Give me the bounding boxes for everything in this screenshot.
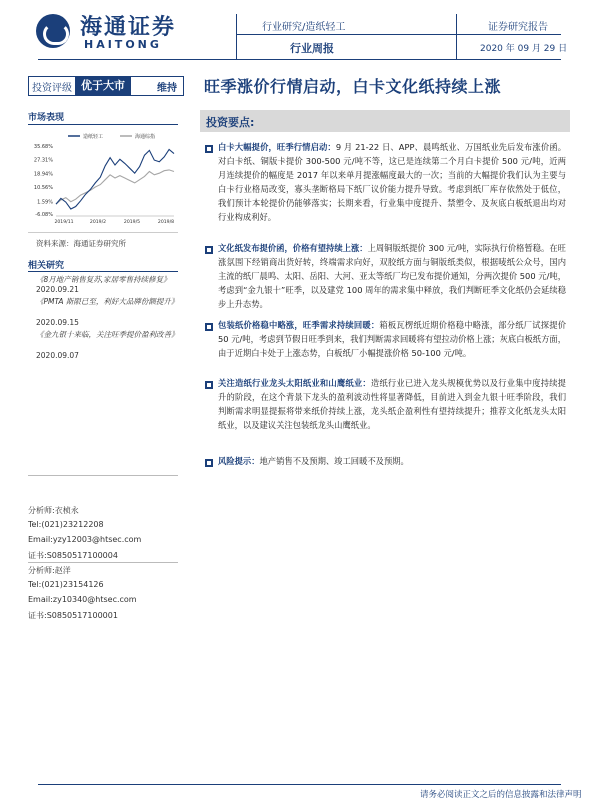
analyst-name: 分析师:衣桢永 (28, 506, 79, 515)
point-paragraph (218, 140, 566, 224)
y-tick-label: 18.94% (33, 171, 53, 178)
bullet-icon (205, 459, 213, 467)
footer-rule (38, 784, 561, 785)
point-lead: 关注造纸行业龙头太阳纸业和山鹰纸业： (218, 378, 371, 388)
page-title: 旺季涨价行情启动，白卡文化纸持续上涨 (204, 77, 502, 96)
y-tick-label: 35.68% (33, 144, 53, 150)
analyst-tel: Tel:(021)23212208 (28, 520, 104, 529)
legend-label: 造纸轻工 (83, 134, 104, 140)
y-tick-label: 27.31% (33, 157, 53, 164)
analyst-tel: Tel:(021)23154126 (28, 580, 104, 589)
point-paragraph (218, 454, 566, 468)
analyst-email[interactable]: Email:yzy12003@htsec.com (28, 535, 142, 544)
related-heading: 相关研究 (28, 261, 65, 271)
series-line (56, 170, 174, 204)
y-tick-label: 1.59% (37, 199, 53, 206)
chart-source: 资料来源：海通证券研究所 (36, 239, 126, 248)
point-text: 地产销售不及预期、竣工回暖不及预期。 (259, 456, 409, 466)
point-paragraph (218, 241, 566, 311)
rating-value: 优于大市 (75, 77, 131, 95)
related-item-date: 2020.09.15 (36, 318, 79, 327)
doc-type: 证券研究报告 (488, 22, 548, 33)
market-performance-chart (28, 130, 176, 230)
bullet-icon (205, 145, 213, 153)
point-text: 9 月 21-22 日、APP、晨鸣纸业、万国纸业先后发布涨价函。对白卡纸、铜版卡提价 300-500 元/吨不等，这已是连续第二个月白卡提价 500 元/吨，近两月连续提价的幅度是 2017 年以来单月提涨幅度最大的一次；当前的大幅提价我们认为主要与白卡行业格局改变，寡头垄断格局下纸厂议价能力提升导致。考虑到纸厂库存依然处于低位，我们预计本轮提价仍能够落实；长期来看，行业集中度提升、禁塑令、及灰底白板纸退出均对行业构成利好。 (218, 142, 566, 222)
header-divider (456, 14, 457, 60)
point-text: 箱板瓦楞纸近期价格稳中略涨，部分纸厂试探提价 50 元/吨，考虑到节假日旺季到来，我们判断需求回暖将有望拉动价格上涨；灰底白板纸方面，由于近期白卡处于上涨态势，白板纸厂小幅提涨价格 50-100 元/吨。 (218, 320, 566, 358)
footer-disclaimer: 请务必阅读正文之后的信息披露和法律声明 (420, 790, 582, 800)
rating-label: 投资评级 (32, 82, 72, 94)
analyst-rule (28, 562, 178, 563)
point-paragraph (218, 318, 566, 360)
bullet-icon (205, 381, 213, 389)
y-tick-label: 10.56% (33, 184, 53, 191)
logo-english: HAITONG (84, 38, 162, 51)
x-tick-label: 2019/2 (89, 220, 107, 225)
related-item-date: 2020.09.21 (36, 285, 79, 294)
section-rule (28, 271, 178, 272)
point-lead: 包装纸价格稳中略涨，旺季需求持续回暖： (218, 320, 380, 330)
related-item-title[interactable]: 《8月地产销售复苏,家居零售持续修复》 (36, 275, 171, 284)
x-tick-label: 2019/8 (157, 220, 175, 225)
related-item-title[interactable]: 《金九银十来临，关注旺季提价盈利改善》 (36, 330, 179, 339)
point-text: 造纸行业已进入龙头规模优势以及行业集中度持续提升的阶段，在这个背景下龙头的盈利波动性将显著降低，目前进入到金九银十旺季阶段，我们判断需求明显提振将带来纸价持续上涨，龙头纸企盈利性有望持续提升；推荐文化纸龙头太阳纸业，以及建议关注包装纸龙头山鹰纸业。 (218, 378, 566, 430)
point-text: 上周铜版纸提价 300 元/吨，实际执行价格暂稳。在旺涨氛围下经销商出货好转，终端需求向好，双胶纸方面与铜版纸类似，根据唛纸公众号，国内主流的纸厂晨鸣、太阳、岳阳、大河、亚太等纸厂均已发布提价通知，分两次提价 500 元/吨，考虑到“金九银十”旺季，以及建党 100 周年的需求集中释放，我们判断旺季文化纸仍会延续稳步上升态势。 (218, 243, 566, 309)
report-date: 2020 年 09 月 29 日 (480, 44, 568, 54)
point-paragraph (218, 376, 566, 432)
analyst-rule (28, 475, 178, 476)
section-rule (28, 124, 178, 125)
analyst-cert: 证书:S0850517100001 (28, 611, 118, 620)
points-heading: 投资要点: (206, 116, 255, 129)
related-item-title[interactable]: 《PMTA 斯限已至，利好大品牌份额提升》 (36, 297, 179, 306)
legend-label: 海通综指 (135, 134, 156, 140)
related-item-date: 2020.09.07 (36, 351, 79, 360)
bullet-icon (205, 323, 213, 331)
header-rule (236, 34, 561, 35)
report-type: 行业周报 (290, 42, 334, 55)
analyst-name: 分析师:赵洋 (28, 566, 71, 575)
point-lead: 白卡大幅提价，旺季行情启动： (218, 142, 336, 152)
report-category: 行业研究/造纸轻工 (262, 22, 346, 33)
haitong-logo-icon (36, 14, 70, 48)
chart-rule (28, 232, 178, 233)
header-divider (236, 14, 237, 60)
logo-chinese: 海通证券 (80, 14, 177, 40)
rating-box (28, 76, 184, 96)
x-tick-label: 2019/5 (123, 220, 141, 225)
analyst-cert: 证书:S0850517100004 (28, 551, 118, 560)
x-tick-label: 2019/11 (54, 220, 74, 225)
points-heading-bar (200, 110, 570, 132)
header-rule (38, 59, 561, 60)
market-heading: 市场表现 (28, 113, 65, 123)
rating-status: 维持 (157, 82, 177, 94)
y-tick-label: -6.08% (35, 212, 53, 218)
bullet-icon (205, 246, 213, 254)
analyst-email[interactable]: Email:zy10340@htsec.com (28, 595, 137, 604)
point-lead: 文化纸发布提价函，价格有望持续上涨： (218, 243, 368, 253)
point-lead: 风险提示： (218, 456, 260, 466)
